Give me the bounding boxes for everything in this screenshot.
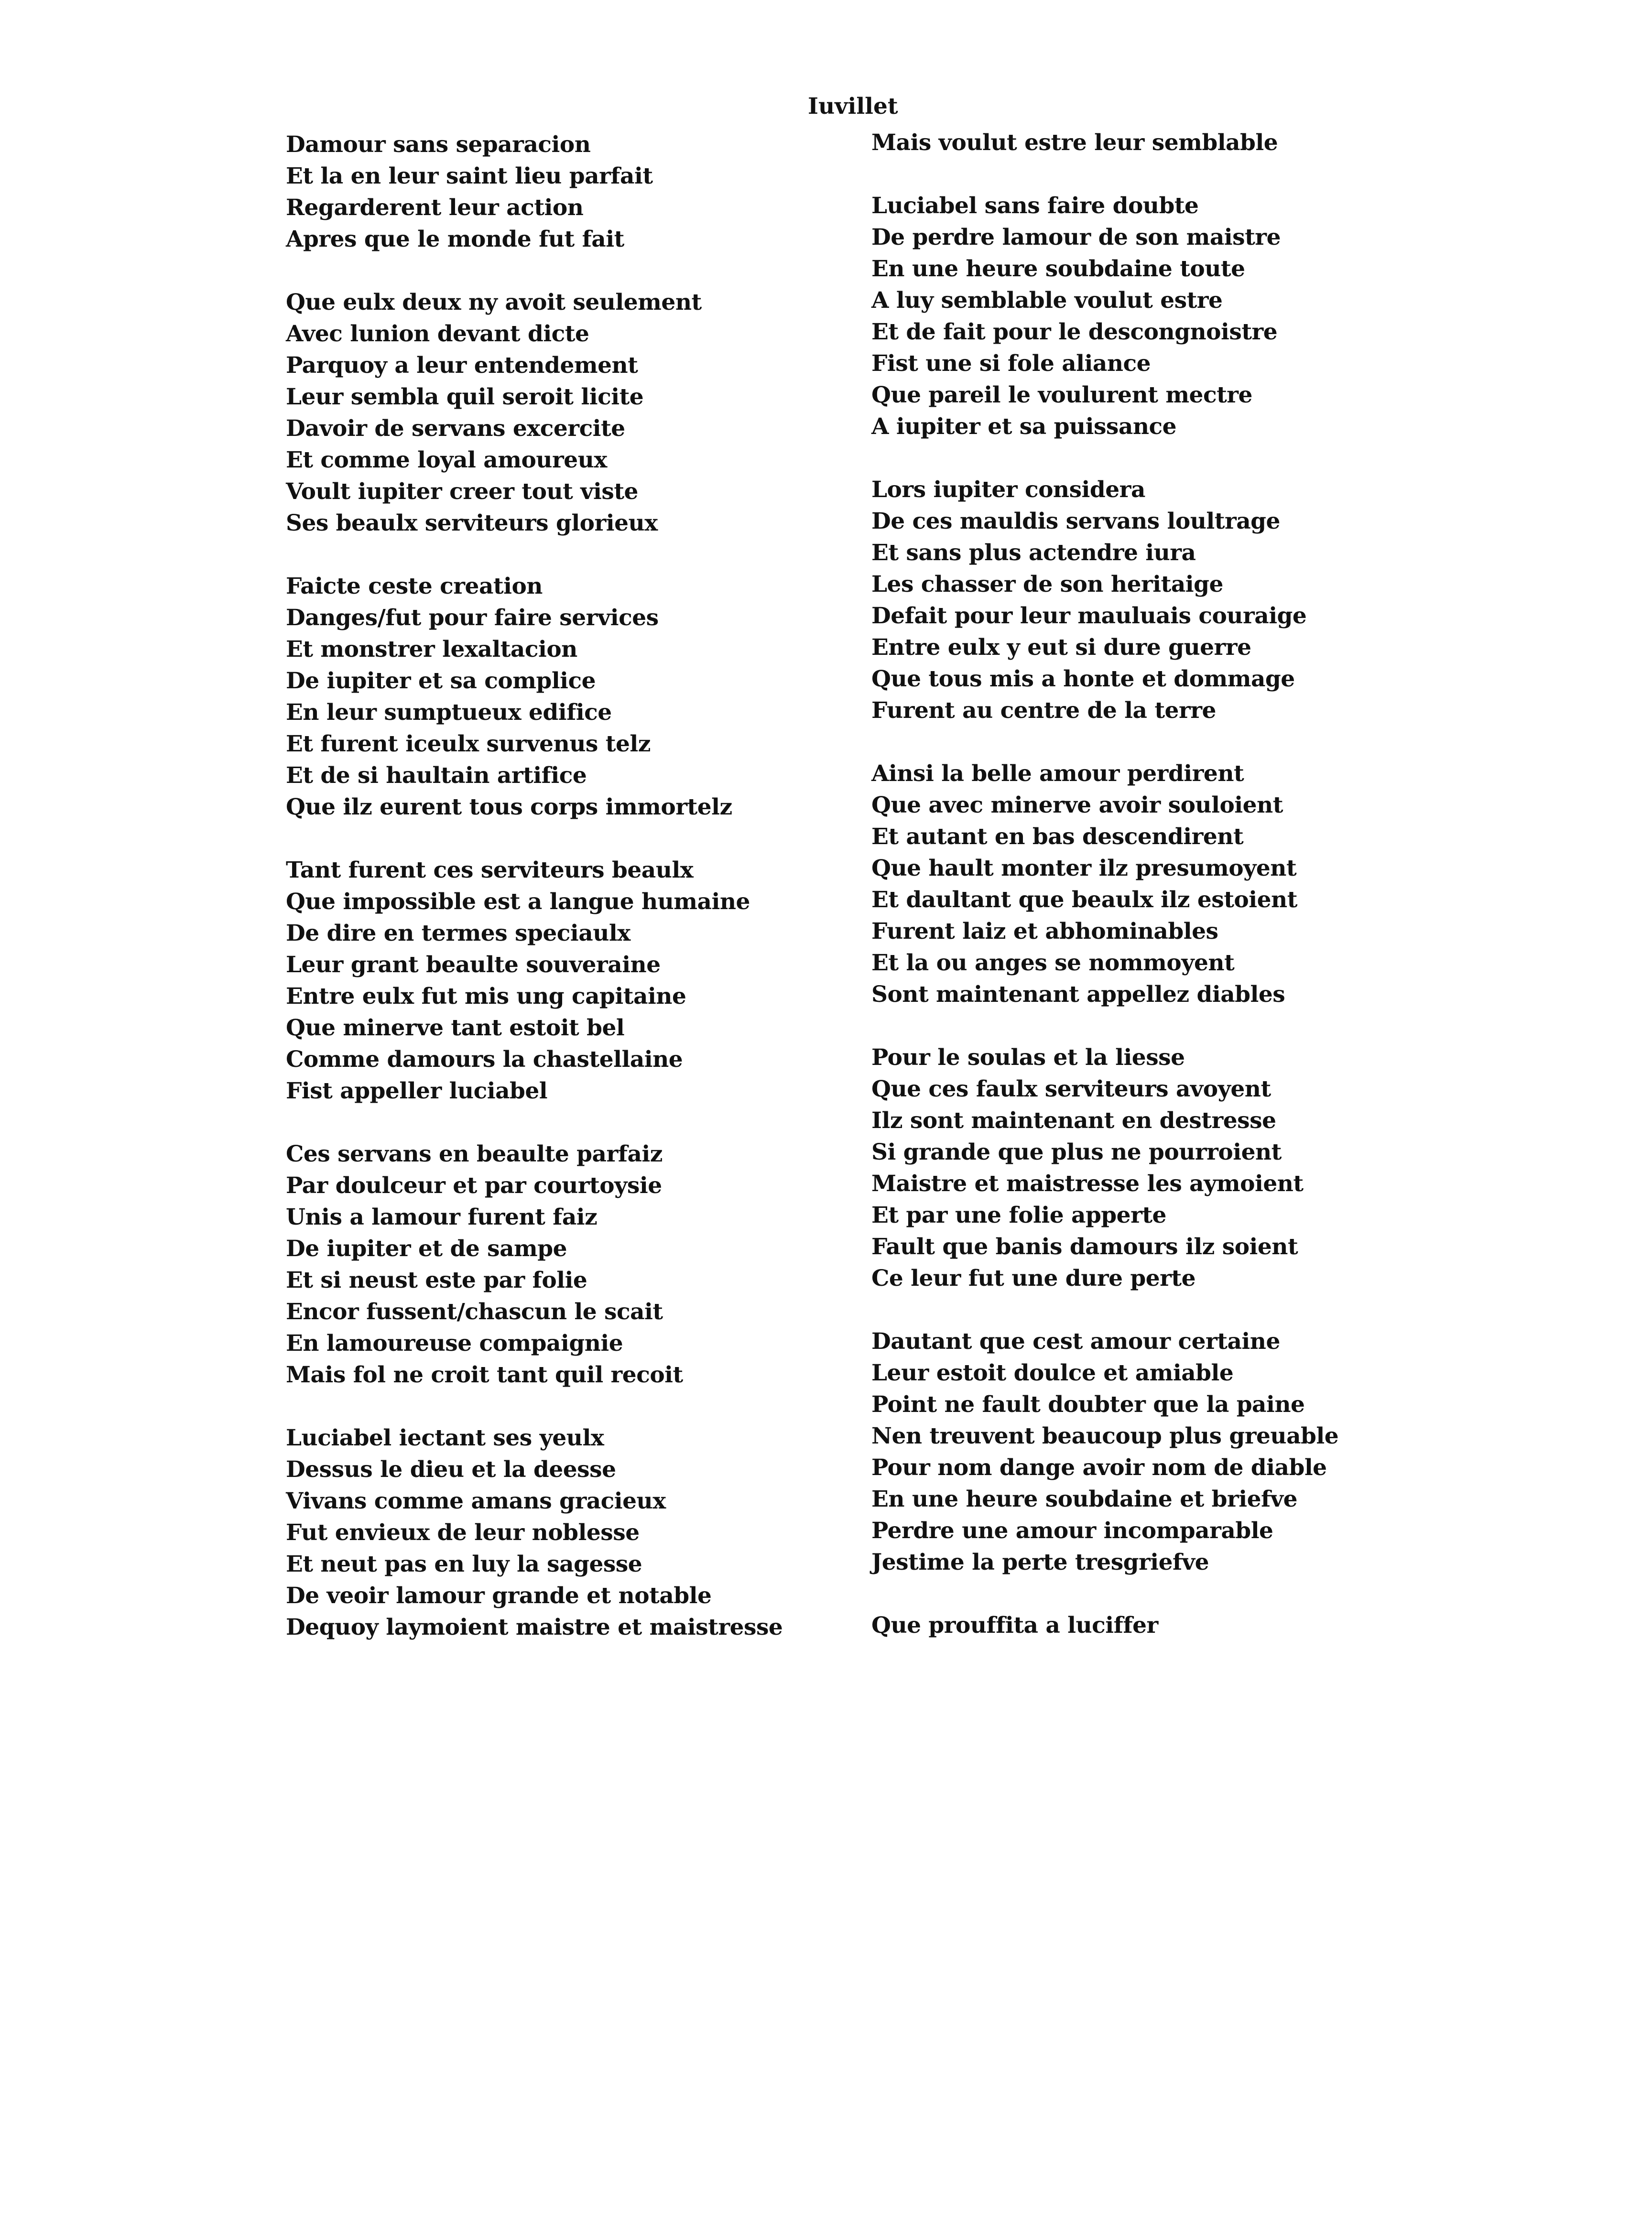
verse-line: Et sans plus actendre iura [871, 540, 1196, 566]
verse-line: Faicte ceste creation [286, 573, 543, 599]
verse-line: En leur sumptueux edifice [286, 699, 612, 726]
verse-line: Ces servans en beaulte parfaiz [286, 1141, 663, 1167]
verse-line: Que eulx deux ny avoit seulement [286, 289, 702, 315]
right-text-column [871, 127, 1397, 1673]
verse-line: Danges/fut pour faire services [286, 605, 659, 631]
verse-line: Davoir de servans excercite [286, 415, 625, 442]
verse-line: Et daultant que beaulx ilz estoient [871, 887, 1297, 913]
stanza [286, 1139, 812, 1391]
verse-line: Que hault monter ilz presumoyent [871, 855, 1297, 881]
verse-line: Que impossible est a langue humaine [286, 889, 750, 915]
verse-line: Jestime la perte tresgriefve [871, 1549, 1209, 1575]
stanza [871, 127, 1397, 159]
verse-line: Fut envieux de leur noblesse [286, 1520, 640, 1546]
verse-line: Ses beaulx serviteurs glorieux [286, 510, 658, 536]
verse-line: Que ilz eurent tous corps immortelz [286, 794, 732, 820]
verse-line: Regarderent leur action [286, 195, 584, 221]
verse-line: Defait pour leur mauluais couraige [871, 603, 1307, 629]
verse-line: Maistre et maistresse les aymoient [871, 1171, 1304, 1197]
catchword: Iuvillet [808, 93, 898, 119]
verse-line: De perdre lamour de son maistre [871, 224, 1281, 250]
verse-line: Et autant en bas descendirent [871, 824, 1244, 850]
verse-line: Leur sembla quil seroit licite [286, 384, 644, 410]
verse-line: Luciabel iectant ses yeulx [286, 1425, 604, 1451]
verse-line: Lors iupiter considera [871, 477, 1145, 503]
verse-line: Mais voulut estre leur semblable [871, 130, 1278, 156]
verse-line: Que pareil le voulurent mectre [871, 382, 1252, 408]
verse-line: Et si neust este par folie [286, 1267, 587, 1293]
verse-line: De iupiter et de sampe [286, 1236, 567, 1262]
verse-line: A luy semblable voulut estre [871, 287, 1223, 314]
stanza [871, 1610, 1397, 1641]
verse-line: De iupiter et sa complice [286, 668, 596, 694]
verse-line: Luciabel sans faire doubte [871, 193, 1199, 219]
verse-line: Comme damours la chastellaine [286, 1046, 683, 1073]
verse-line: Parquoy a leur entendement [286, 352, 638, 379]
verse-line: Damour sans separacion [286, 131, 591, 158]
verse-line: Pour nom dange avoir nom de diable [871, 1454, 1327, 1481]
verse-line: Et par une folie apperte [871, 1202, 1166, 1228]
verse-line: Mais fol ne croit tant quil recoit [286, 1362, 683, 1388]
verse-line: Leur grant beaulte souveraine [286, 952, 661, 978]
verse-line: Que ces faulx serviteurs avoyent [871, 1076, 1271, 1102]
verse-line: Fault que banis damours ilz soient [871, 1234, 1298, 1260]
stanza [871, 474, 1397, 727]
verse-line: Sont maintenant appellez diables [871, 981, 1285, 1008]
verse-line: Ilz sont maintenant en destresse [871, 1107, 1276, 1134]
verse-line: Tant furent ces serviteurs beaulx [286, 857, 694, 883]
verse-line: Fist une si fole aliance [871, 350, 1151, 377]
verse-line: Entre eulx fut mis ung capitaine [286, 983, 686, 1009]
verse-line: Et de si haultain artifice [286, 762, 587, 789]
verse-line: En une heure soubdaine toute [871, 256, 1245, 282]
verse-line: Et la en leur saint lieu parfait [286, 163, 653, 189]
verse-line: Et furent iceulx survenus telz [286, 731, 651, 757]
stanza [286, 129, 812, 255]
verse-line: En une heure soubdaine et briefve [871, 1486, 1297, 1512]
verse-line: Et neut pas en luy la sagesse [286, 1551, 642, 1577]
verse-line: Par doulceur et par courtoysie [286, 1172, 662, 1199]
stanza [871, 1326, 1397, 1578]
verse-line: Apres que le monde fut fait [286, 226, 624, 252]
verse-line: Entre eulx y eut si dure guerre [871, 634, 1251, 661]
verse-line: Vivans comme amans gracieux [286, 1488, 666, 1514]
verse-line: Que tous mis a honte et dommage [871, 666, 1295, 692]
verse-line: Dequoy laymoient maistre et maistresse [286, 1614, 783, 1640]
verse-line: Les chasser de son heritaige [871, 571, 1223, 597]
verse-line: Pour le soulas et la liesse [871, 1044, 1185, 1071]
verse-line: Et monstrer lexaltacion [286, 636, 577, 662]
stanza [871, 1042, 1397, 1294]
verse-line: Que avec minerve avoir souloient [871, 792, 1283, 818]
verse-line: En lamoureuse compaignie [286, 1330, 623, 1357]
verse-line: De ces mauldis servans loultrage [871, 508, 1280, 534]
stanza [286, 1422, 812, 1643]
verse-line: A iupiter et sa puissance [871, 413, 1177, 440]
verse-line: Et la ou anges se nommoyent [871, 950, 1235, 976]
stanza [871, 190, 1397, 443]
verse-line: Que prouffita a luciffer [871, 1612, 1158, 1639]
verse-line: De dire en termes speciaulx [286, 920, 630, 946]
stanza [286, 571, 812, 823]
verse-line: Si grande que plus ne pourroient [871, 1139, 1282, 1165]
verse-line: Avec lunion devant dicte [286, 321, 589, 347]
verse-line: Perdre une amour incomparable [871, 1518, 1273, 1544]
verse-line: Dautant que cest amour certaine [871, 1328, 1280, 1355]
left-text-column [286, 129, 812, 1675]
verse-line: Et de fait pour le descongnoistre [871, 319, 1278, 345]
verse-line: Point ne fault doubter que la paine [871, 1391, 1305, 1418]
verse-line: Voult iupiter creer tout viste [286, 478, 638, 505]
verse-line: Furent laiz et abhominables [871, 918, 1218, 944]
stanza [871, 758, 1397, 1010]
stanza [286, 855, 812, 1107]
verse-line: Leur estoit doulce et amiable [871, 1360, 1234, 1386]
stanza [286, 287, 812, 539]
verse-line: Et comme loyal amoureux [286, 447, 607, 473]
verse-line: Nen treuvent beaucoup plus greuable [871, 1423, 1339, 1449]
verse-line: Unis a lamour furent faiz [286, 1204, 598, 1230]
verse-line: Dessus le dieu et la deesse [286, 1456, 616, 1483]
verse-line: Que minerve tant estoit bel [286, 1015, 625, 1041]
verse-line: Encor fussent/chascun le scait [286, 1299, 663, 1325]
verse-line: Furent au centre de la terre [871, 697, 1216, 724]
verse-line: Ce leur fut une dure perte [871, 1265, 1196, 1292]
verse-line: Ainsi la belle amour perdirent [871, 760, 1244, 787]
verse-line: Fist appeller luciabel [286, 1078, 548, 1104]
verse-line: De veoir lamour grande et notable [286, 1583, 712, 1609]
